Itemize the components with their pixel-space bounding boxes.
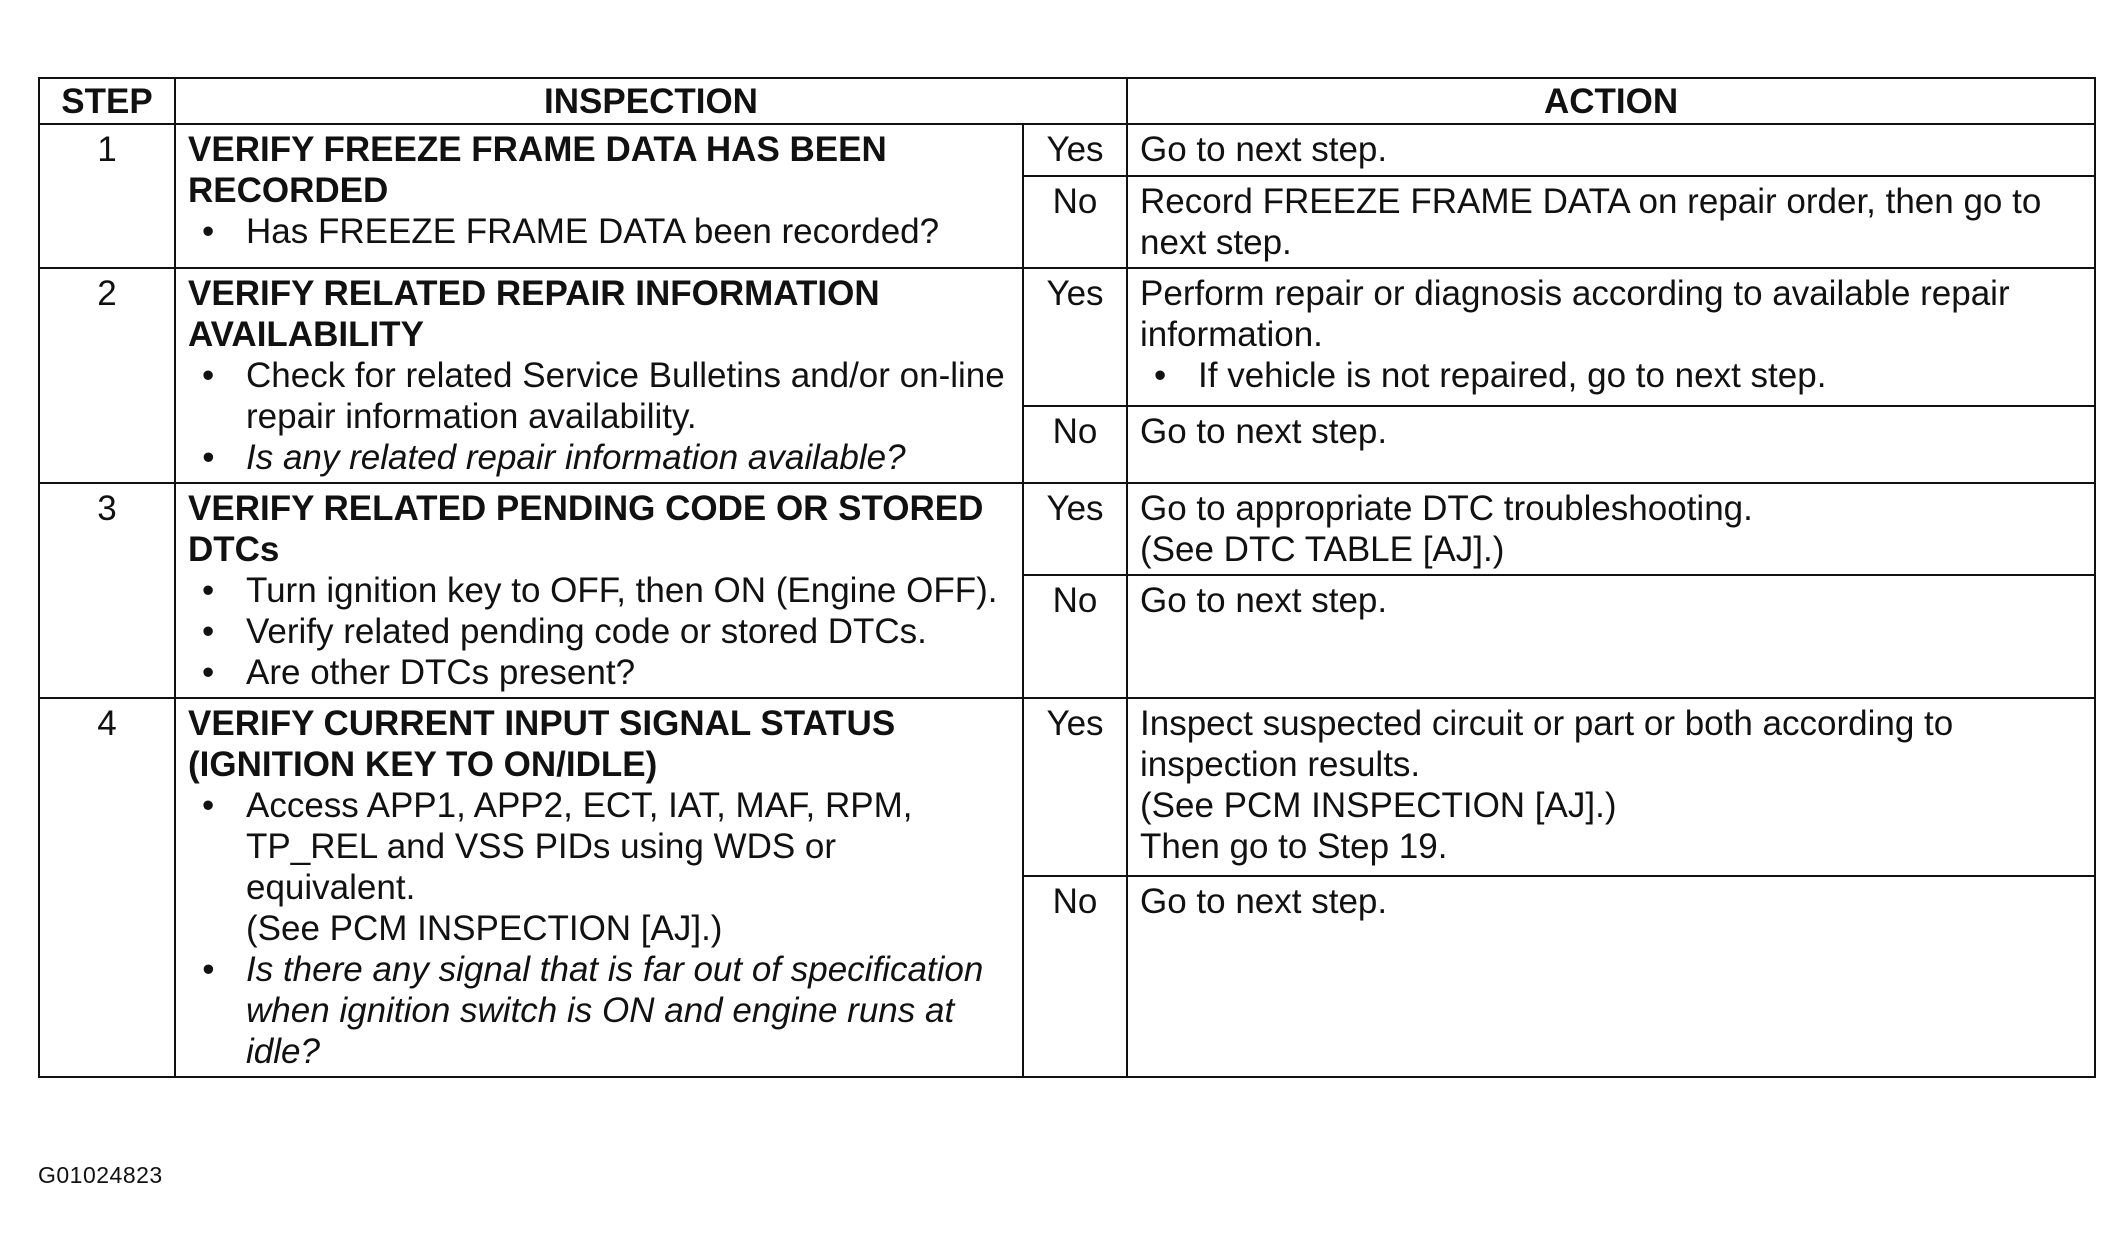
inspection-title: VERIFY RELATED REPAIR INFORMATION AVAILABILITY [188,274,880,354]
inspection-title: VERIFY CURRENT INPUT SIGNAL STATUS (IGNITION KEY TO ON/IDLE) [188,704,896,784]
inspection-title: VERIFY FREEZE FRAME DATA HAS BEEN RECORDED [188,130,887,210]
inspection-cell [175,698,1023,1077]
action-cell [1127,176,2095,268]
inspection-title: VERIFY RELATED PENDING CODE OR STORED DTCs [188,489,984,569]
inspection-bullet: • Are other DTCs present? [188,652,1010,693]
action-cell [1127,406,2095,483]
action-text: Perform repair or diagnosis according to available repair information. [1140,274,2010,354]
inspection-bullets [188,211,1010,252]
header-step: STEP [39,78,175,124]
action-cell [1127,483,2095,575]
outcome-label-yes: Yes [1023,483,1127,575]
inspection-bullet: • Check for related Service Bulletins and/or on-line repair information availability. [188,355,1010,437]
step-number: 2 [39,268,175,483]
action-text: Record FREEZE FRAME DATA on repair order, then go to next step. [1140,182,2042,262]
inspection-cell [175,483,1023,698]
table-row [39,268,2095,406]
table-row [39,698,2095,876]
inspection-bullet: • Turn ignition key to OFF, then ON (Engine OFF). [188,570,1010,611]
action-text: Go to next step. [1140,882,1388,921]
inspection-bullets [188,355,1010,478]
action-text: Go to next step. [1140,581,1388,620]
action-text: Go to next step. [1140,412,1388,451]
action-reference: (See PCM INSPECTION [AJ].) [1140,786,1617,825]
step-number: 3 [39,483,175,698]
inspection-question: • Is there any signal that is far out of specification when ignition switch is ON and engine runs at idle? [188,949,1010,1072]
outcome-label-no: No [1023,406,1127,483]
action-text: Inspect suspected circuit or part or both according to inspection results. [1140,704,1954,784]
action-cell [1127,698,2095,876]
inspection-reference: (See PCM INSPECTION [AJ].) [246,909,723,948]
action-bullets [1140,355,2082,396]
inspection-bullet: • Verify related pending code or stored DTCs. [188,611,1010,652]
table-row [39,483,2095,575]
step-number: 1 [39,124,175,268]
outcome-label-no: No [1023,176,1127,268]
inspection-cell [175,124,1023,268]
action-cell [1127,575,2095,698]
inspection-question: • Is any related repair information available? [188,437,1010,478]
action-reference: (See DTC TABLE [AJ].) [1140,530,1505,569]
action-text: Go to appropriate DTC troubleshooting. [1140,489,1753,528]
inspection-cell [175,268,1023,483]
action-text: Go to next step. [1140,130,1388,169]
action-cell [1127,876,2095,1077]
header-inspection: INSPECTION [175,78,1127,124]
table-row [39,124,2095,176]
step-number: 4 [39,698,175,1077]
diagnostic-procedure-table [38,77,2096,1078]
inspection-bullets [188,785,1010,1072]
outcome-label-no: No [1023,575,1127,698]
outcome-label-yes: Yes [1023,124,1127,176]
action-bullet: • If vehicle is not repaired, go to next step. [1140,355,2082,396]
inspection-bullets [188,570,1010,693]
action-next-step: Then go to Step 19. [1140,827,1448,866]
action-cell [1127,124,2095,176]
inspection-bullet-text: Access APP1, APP2, ECT, IAT, MAF, RPM, TP_REL and VSS PIDs using WDS or equivalent. [246,786,913,907]
inspection-bullet: • Has FREEZE FRAME DATA been recorded? [188,211,1010,252]
outcome-label-yes: Yes [1023,698,1127,876]
outcome-label-no: No [1023,876,1127,1077]
inspection-bullet [188,785,1010,949]
header-row [39,78,2095,124]
outcome-label-yes: Yes [1023,268,1127,406]
header-action: ACTION [1127,78,2095,124]
figure-code: G01024823 [38,1162,163,1188]
action-cell [1127,268,2095,406]
